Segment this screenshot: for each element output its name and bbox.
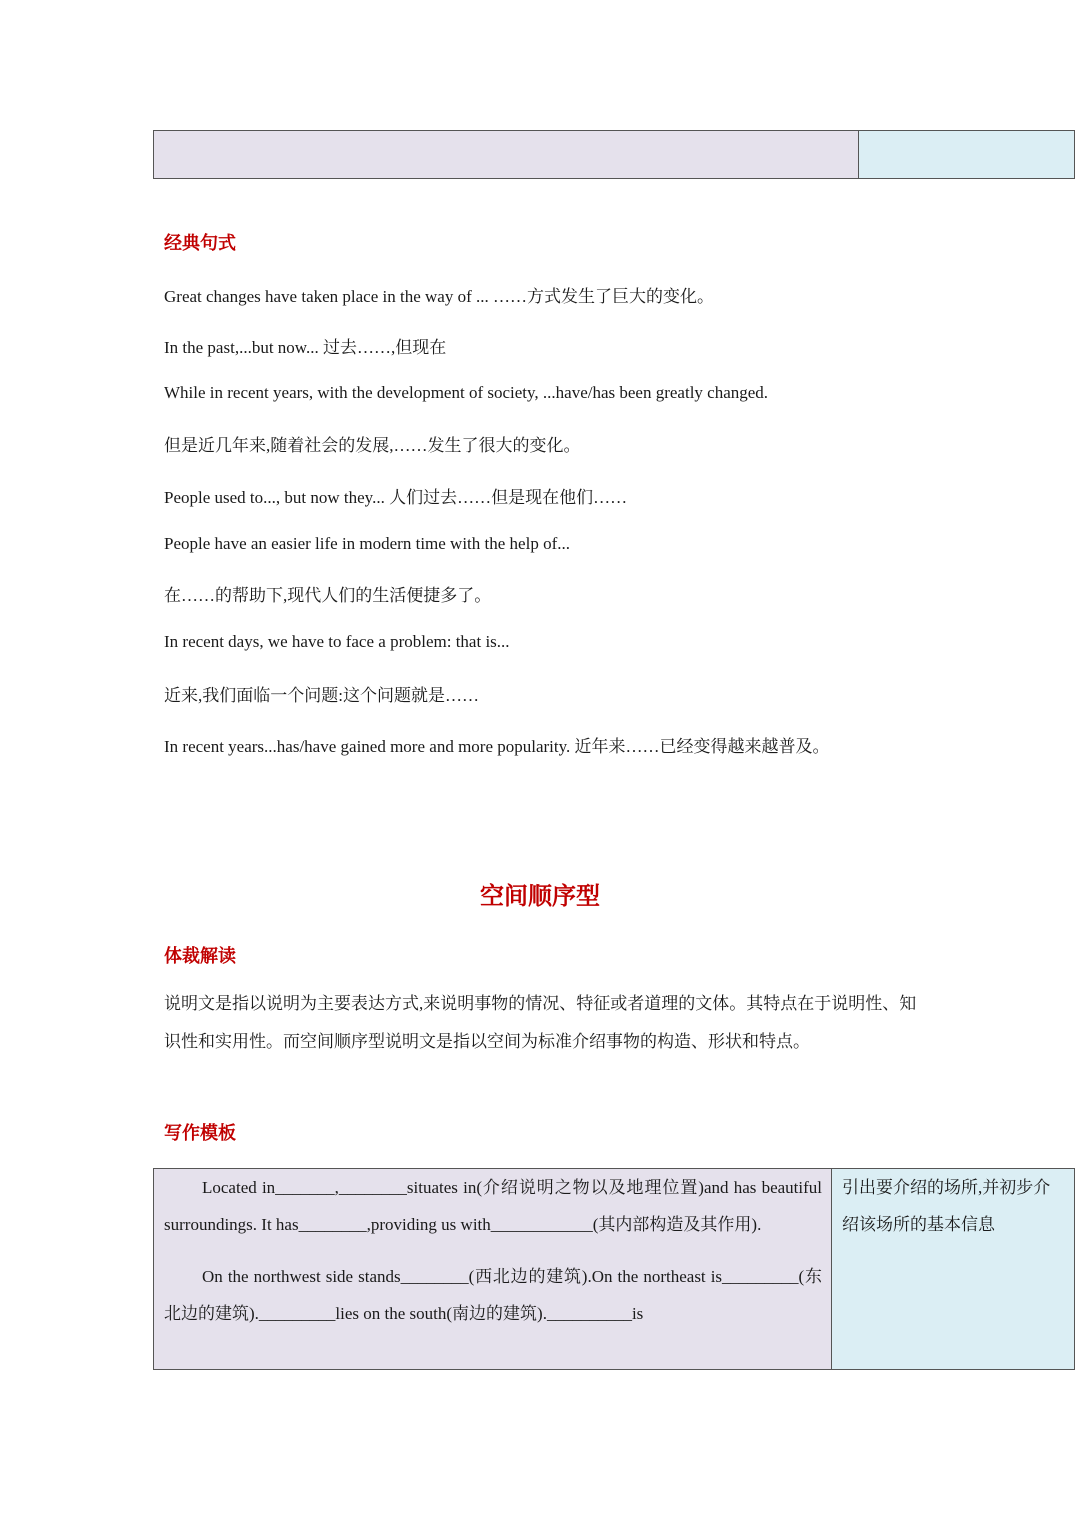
section-title: 空间顺序型: [480, 884, 600, 910]
top-table-fragment: [153, 130, 1075, 179]
top-table-right-cell: [859, 131, 1074, 178]
sentence-line: 近来,我们面临一个问题:这个问题就是……: [164, 686, 479, 705]
genre-paragraph: 说明文是指以说明为主要表达方式,来说明事物的情况、特征或者道理的文体。其特点在于说明性、知识性和实用性。而空间顺序型说明文是指以空间为标准介绍事物的构造、形状和特点。: [164, 994, 917, 1051]
sentence-line: In recent years...has/have gained more and more popularity. 近年来……已经变得越来越普及。: [164, 737, 830, 756]
template-paragraph-2: On the northwest side stands________(西北边的建筑).On the northeast is_________(东北边的建筑)._________lies on the south(南边的建筑).__________is: [164, 1267, 822, 1323]
sentence-line: People used to..., but now they... 人们过去……但是现在他们……: [164, 488, 628, 507]
top-table-left-cell: [154, 131, 859, 178]
writing-template-table: [153, 1168, 1075, 1370]
sentence-line: People have an easier life in modern time with the help of...: [164, 534, 570, 553]
template-paragraph-1: Located in_______,________situates in(介绍说明之物以及地理位置)and has beautiful surroundings. It has________,providing us with____________(其内部构造及其作用).: [164, 1178, 822, 1234]
sentence-line: 但是近几年来,随着社会的发展,……发生了很大的变化。: [164, 436, 581, 455]
template-heading: 写作模板: [164, 1123, 236, 1143]
sentence-line: In the past,...but now... 过去……,但现在: [164, 338, 447, 357]
sentence-line: In recent days, we have to face a problem: that is...: [164, 632, 510, 651]
sentence-line: 在……的帮助下,现代人们的生活便捷多了。: [164, 586, 492, 605]
template-content-cell: [154, 1169, 832, 1369]
template-note-cell: 引出要介绍的场所,并初步介绍该场所的基本信息: [832, 1169, 1074, 1369]
genre-heading: 体裁解读: [164, 946, 236, 966]
classic-sentences-heading: 经典句式: [164, 233, 236, 253]
sentence-line: Great changes have taken place in the way of ... ……方式发生了巨大的变化。: [164, 287, 714, 306]
sentence-line: While in recent years, with the development of society, ...have/has been greatly changed.: [164, 383, 769, 402]
